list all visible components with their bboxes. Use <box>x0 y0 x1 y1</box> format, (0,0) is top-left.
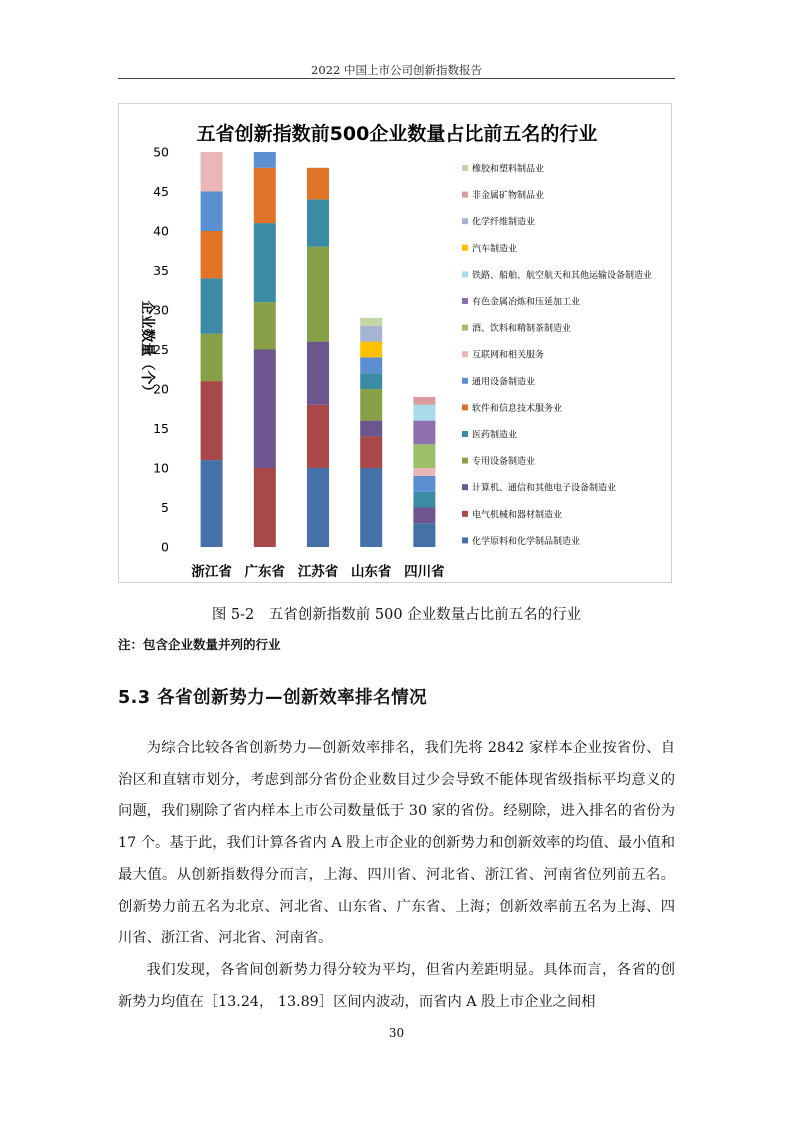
legend-label: 橡胶和塑料制品业 <box>472 164 545 175</box>
bar-segment <box>254 350 276 469</box>
legend-label: 计算机、通信和其他电子设备制造业 <box>472 483 617 494</box>
bar-segment <box>307 168 329 200</box>
legend-swatch <box>462 351 468 357</box>
bar-segment <box>307 247 329 342</box>
bar-segment <box>360 357 382 373</box>
bar-segment <box>360 421 382 437</box>
legend-label: 酒、饮料和精制茶制造业 <box>472 324 572 335</box>
legend-swatch <box>462 245 468 251</box>
legend-label: 专用设备制造业 <box>472 457 536 468</box>
bar-segment <box>413 444 435 468</box>
bar-segment <box>307 405 329 468</box>
bar-segment <box>254 468 276 547</box>
legend-swatch <box>462 484 468 490</box>
legend-swatch <box>462 218 468 224</box>
x-tick-label: 广东省 <box>244 564 286 580</box>
bar-segment <box>201 278 223 333</box>
page-number: 30 <box>388 1026 405 1040</box>
y-axis-ticks <box>153 145 169 555</box>
bar-segment <box>307 468 329 547</box>
bar-segment <box>201 381 223 460</box>
header-divider <box>118 78 675 79</box>
bar-segment <box>413 397 435 405</box>
bar-segment <box>201 152 223 192</box>
y-tick-label: 5 <box>161 500 169 515</box>
paragraph: 为综合比较各省创新势力—创新效率排名，我们先将 2842 家样本企业按省份、自治区和直辖市划分，考虑到部分省份企业数目过少会导致不能体现省级指标平均意义的问题，我们剔除了省内样本上市公司数量低于 30 家的省份。经剔除，进入排名的省份为 17 个。基于此，我们计算各省内 A 股上市企业的创新势力和创新效率的均值、最小值和最大值。从创新指数得分而言，上海、四川省、河北省、浙江省、河南省位列前五名。创新势力前五名为北京、河北省、山东省、广东省、上海；创新效率前五名为上海、四川省、浙江省、河北省、河南省。 <box>118 740 675 947</box>
legend-label: 医药制造业 <box>472 430 518 441</box>
bar-segment <box>413 421 435 445</box>
x-axis-ticks <box>191 563 445 580</box>
legend-swatch <box>462 325 468 331</box>
chart-legend <box>462 163 652 547</box>
legend-label: 软件和信息技术服务业 <box>472 403 563 414</box>
y-tick-label: 10 <box>153 460 169 476</box>
bar-segment <box>360 373 382 389</box>
x-tick-label: 四川省 <box>404 564 445 580</box>
legend-label: 互联网和相关服务 <box>472 350 545 361</box>
x-tick-label: 江苏省 <box>297 564 339 580</box>
y-tick-label: 30 <box>153 302 169 318</box>
bar-segment <box>307 199 329 246</box>
legend-label: 电气机械和器材制造业 <box>472 510 563 521</box>
paragraph: 我们发现，各省间创新势力得分较为平均，但省内差距明显。具体而言，各省的创新势力均值在［13.24， 13.89］区间内波动，而省内 A 股上市企业之间相 <box>118 961 675 1010</box>
x-tick-label: 浙江省 <box>191 564 232 580</box>
legend-swatch <box>462 298 468 304</box>
legend-swatch <box>462 404 468 410</box>
bar-segment <box>360 468 382 547</box>
figure-note: 注：包含企业数量并列的行业 <box>118 637 281 652</box>
legend-swatch <box>462 192 468 198</box>
bar-segment <box>254 152 276 168</box>
bar-segment <box>201 192 223 232</box>
bar-segment <box>360 318 382 326</box>
x-tick-label: 山东省 <box>350 564 392 580</box>
y-tick-label: 25 <box>153 342 169 357</box>
legend-swatch <box>462 165 468 171</box>
legend-swatch <box>462 537 468 543</box>
legend-label: 非金属矿物制品业 <box>472 191 545 202</box>
bar-segment <box>360 436 382 468</box>
legend-label: 通用设备制造业 <box>472 377 536 388</box>
bar-segment <box>360 326 382 342</box>
bar-segment <box>307 342 329 405</box>
y-tick-label: 45 <box>153 184 169 199</box>
chart-title: 五省创新指数前500企业数量占比前五名的行业 <box>196 123 598 145</box>
bar-segment <box>413 476 435 492</box>
bar-segment <box>360 342 382 358</box>
bar-segment <box>254 223 276 302</box>
legend-label: 铁路、船舶、航空航天和其他运输设备制造业 <box>472 270 653 281</box>
bar-segment <box>254 302 276 349</box>
bar-segment <box>201 460 223 547</box>
section-heading: 5.3 各省创新势力—创新效率排名情况 <box>118 688 428 708</box>
y-tick-label: 35 <box>153 263 169 278</box>
bar-stacks <box>201 152 436 547</box>
y-tick-label: 50 <box>153 144 169 160</box>
bar-segment <box>360 389 382 421</box>
bar-segment <box>201 231 223 278</box>
legend-swatch <box>462 271 468 277</box>
legend-swatch <box>462 458 468 464</box>
y-tick-label: 40 <box>153 223 169 239</box>
bar-segment <box>413 523 435 547</box>
chart-container <box>118 103 672 583</box>
body-text <box>118 733 675 1018</box>
bar-segment <box>413 508 435 524</box>
y-tick-label: 20 <box>153 381 169 397</box>
bar-segment <box>413 405 435 421</box>
y-tick-label: 15 <box>153 421 169 436</box>
bar-segment <box>413 468 435 476</box>
figure-caption: 图 5-2 五省创新指数前 500 企业数量占比前五名的行业 <box>211 607 582 623</box>
y-tick-label: 0 <box>161 539 169 555</box>
bar-segment <box>413 492 435 508</box>
page-header: 2022 中国上市公司创新指数报告 <box>311 63 482 77</box>
bar-segment <box>254 168 276 223</box>
legend-label: 化学纤维制造业 <box>472 217 536 228</box>
legend-label: 化学原料和化学制品制造业 <box>472 536 581 547</box>
legend-swatch <box>462 378 468 384</box>
stacked-bar-chart <box>119 104 671 582</box>
bar-segment <box>201 334 223 381</box>
legend-label: 汽车制造业 <box>472 244 518 255</box>
legend-swatch <box>462 511 468 517</box>
legend-label: 有色金属冶炼和压延加工业 <box>472 297 581 308</box>
y-axis-title: 企业数量（个） <box>139 300 155 399</box>
legend-swatch <box>462 431 468 437</box>
